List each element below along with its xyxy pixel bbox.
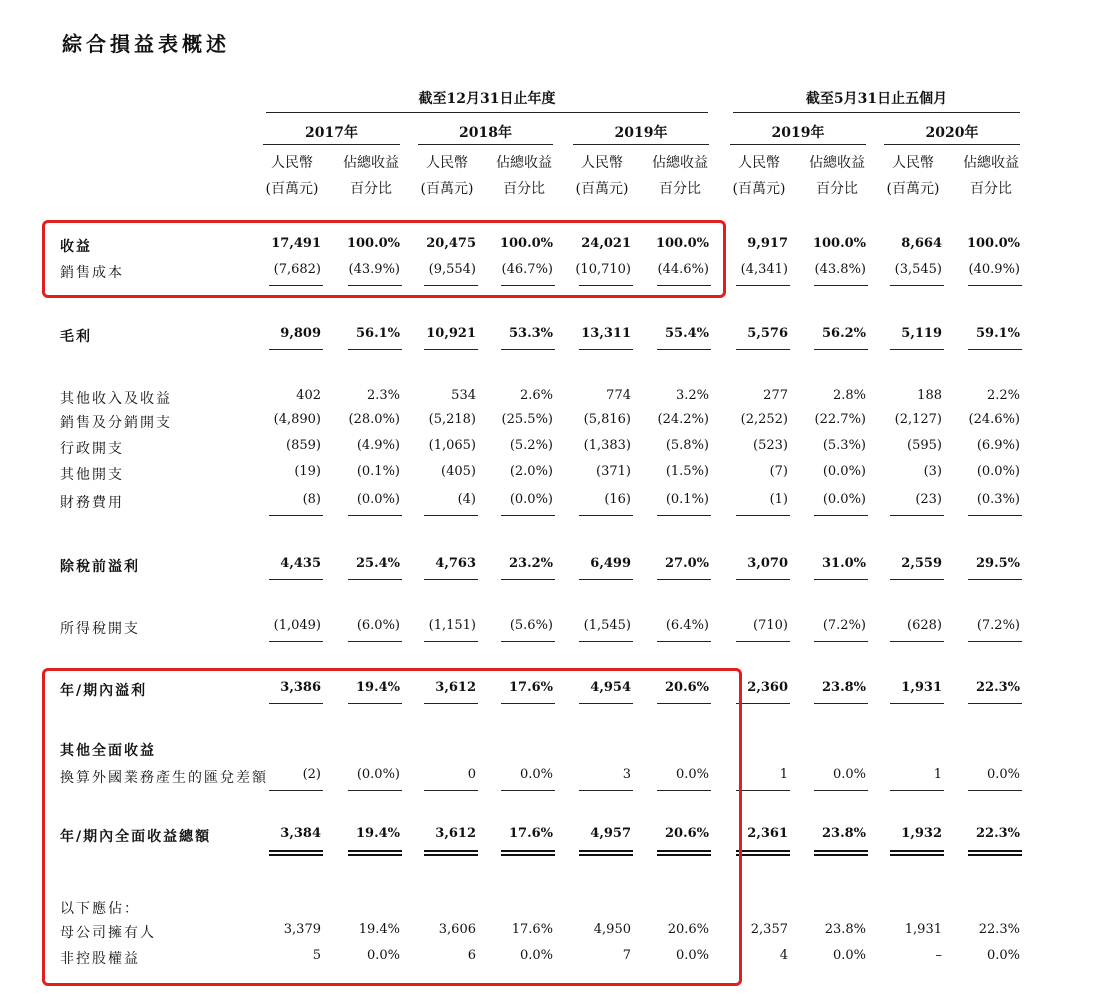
table-cell: (4,890) (273, 412, 321, 427)
table-cell: 9,809 (280, 326, 321, 341)
table-cell: 55.4% (664, 326, 709, 341)
col-head-pct: 百分比 (970, 181, 1012, 197)
table-cell: (28.0%) (348, 412, 400, 427)
table-cell: 2.6% (519, 388, 553, 403)
table-cell: (1,545) (583, 618, 631, 633)
table-cell: 1 (779, 767, 788, 782)
col-head-pct: 佔總收益 (963, 155, 1019, 171)
table-cell: (7.2%) (976, 618, 1020, 633)
table-cell: 3,379 (283, 922, 321, 937)
table-cell: 3,606 (438, 922, 476, 937)
table-cell: 0.0% (675, 767, 709, 782)
row-label: 年/期內全面收益總額 (60, 829, 212, 845)
table-cell: 7 (622, 948, 631, 963)
cell-underline (657, 349, 711, 350)
table-cell: (1,065) (428, 438, 476, 453)
table-cell: (5.3%) (822, 438, 866, 453)
table-cell: 24,021 (581, 236, 631, 251)
table-cell: 774 (606, 388, 631, 403)
table-cell: 100.0% (655, 236, 709, 251)
table-cell: 0.0% (366, 948, 400, 963)
cell-underline (579, 515, 633, 516)
table-cell: (46.7%) (501, 262, 553, 277)
cell-underline (890, 641, 944, 642)
table-cell: 2.3% (366, 388, 400, 403)
table-cell: (0.1%) (356, 464, 400, 479)
table-cell: (4.9%) (356, 438, 400, 453)
cell-underline (890, 579, 944, 580)
table-cell: 25.4% (355, 556, 400, 571)
table-cell: (8) (302, 492, 321, 507)
table-cell: (2.0%) (509, 464, 553, 479)
table-cell: 19.4% (358, 922, 400, 937)
table-cell: (595) (907, 438, 942, 453)
cell-underline (814, 515, 868, 516)
table-cell: 29.5% (975, 556, 1020, 571)
col-head-rmb: 人民幣 (738, 155, 780, 171)
table-cell: (710) (753, 618, 788, 633)
cell-underline (736, 285, 790, 286)
col-head-pct: 百分比 (503, 181, 545, 197)
cell-underline (348, 515, 402, 516)
table-cell: (2) (302, 767, 321, 782)
col-head-pct: 佔總收益 (343, 155, 399, 171)
year-rule (573, 144, 709, 145)
row-label: 毛利 (60, 329, 92, 345)
table-cell: 56.2% (821, 326, 866, 341)
table-cell: 59.1% (975, 326, 1020, 341)
table-cell: (23) (915, 492, 942, 507)
page-title: 綜合損益表概述 (62, 32, 230, 56)
cell-underline (501, 641, 555, 642)
table-cell: (7.2%) (822, 618, 866, 633)
group-header: 截至12月31日止年度 (418, 91, 556, 107)
table-cell: 5,576 (747, 326, 788, 341)
table-cell: 9,917 (747, 236, 788, 251)
table-cell: 0 (467, 767, 476, 782)
cell-underline (579, 641, 633, 642)
year-rule (730, 144, 866, 145)
cell-underline (424, 641, 478, 642)
col-head-rmb: (百萬元) (886, 181, 940, 197)
table-cell: 20.6% (667, 922, 709, 937)
cell-underline (736, 349, 790, 350)
year-header: 2018年 (459, 125, 512, 141)
table-cell: 1,932 (901, 826, 942, 841)
table-cell: 1,931 (904, 922, 942, 937)
table-cell: (5,816) (583, 412, 631, 427)
table-cell: 20.6% (664, 826, 709, 841)
cell-underline (968, 515, 1022, 516)
cell-underline (968, 641, 1022, 642)
table-cell: (44.6%) (657, 262, 709, 277)
table-cell: 3,612 (435, 826, 476, 841)
cell-underline (736, 703, 790, 704)
table-cell: 23.8% (821, 680, 866, 695)
table-cell: 3.2% (675, 388, 709, 403)
col-head-pct: 佔總收益 (496, 155, 552, 171)
table-cell: (10,710) (575, 262, 631, 277)
col-head-pct: 百分比 (816, 181, 858, 197)
row-label: 收益 (60, 239, 92, 255)
table-cell: (16) (604, 492, 631, 507)
col-head-rmb: (百萬元) (265, 181, 319, 197)
cell-underline (814, 790, 868, 791)
table-cell: 4,957 (590, 826, 631, 841)
cell-underline (579, 579, 633, 580)
table-cell: – (935, 948, 942, 963)
cell-underline (348, 579, 402, 580)
table-cell: (4,341) (740, 262, 788, 277)
table-cell: 4 (779, 948, 788, 963)
table-cell: (7,682) (273, 262, 321, 277)
table-cell: 10,921 (426, 326, 476, 341)
table-cell: (6.4%) (665, 618, 709, 633)
table-cell: 13,311 (581, 326, 631, 341)
year-header: 2017年 (305, 125, 358, 141)
table-cell: 2,361 (747, 826, 788, 841)
table-cell: (9,554) (428, 262, 476, 277)
table-cell: (1,383) (583, 438, 631, 453)
cell-double-underline (814, 850, 868, 856)
table-cell: 23.8% (821, 826, 866, 841)
table-cell: (628) (907, 618, 942, 633)
table-cell: 3,384 (280, 826, 321, 841)
cell-underline (890, 349, 944, 350)
col-head-rmb: (百萬元) (732, 181, 786, 197)
table-cell: 20,475 (426, 236, 476, 251)
table-cell: 6,499 (590, 556, 631, 571)
cell-underline (968, 579, 1022, 580)
table-cell: 17.6% (508, 826, 553, 841)
table-cell: (25.5%) (501, 412, 553, 427)
cell-underline (657, 579, 711, 580)
table-cell: 3,386 (280, 680, 321, 695)
table-cell: (0.1%) (665, 492, 709, 507)
table-cell: (0.0%) (356, 492, 400, 507)
cell-underline (736, 790, 790, 791)
row-label: 非控股權益 (60, 951, 140, 967)
table-cell: (2,252) (740, 412, 788, 427)
table-cell: 277 (763, 388, 788, 403)
cell-underline (269, 349, 323, 350)
table-cell: 0.0% (986, 948, 1020, 963)
row-label: 其他收入及收益 (60, 391, 172, 407)
col-head-rmb: 人民幣 (892, 155, 934, 171)
table-cell: (1,049) (273, 618, 321, 633)
table-cell: 19.4% (355, 826, 400, 841)
table-cell: (24.2%) (657, 412, 709, 427)
cell-underline (579, 349, 633, 350)
table-cell: (5.8%) (665, 438, 709, 453)
table-cell: (405) (441, 464, 476, 479)
cell-underline (814, 349, 868, 350)
table-cell: 0.0% (832, 767, 866, 782)
col-head-pct: 百分比 (659, 181, 701, 197)
col-head-pct: 佔總收益 (652, 155, 708, 171)
year-rule (263, 144, 400, 145)
table-cell: 31.0% (821, 556, 866, 571)
cell-underline (814, 703, 868, 704)
table-cell: 23.8% (824, 922, 866, 937)
table-cell: 56.1% (355, 326, 400, 341)
row-label: 銷售及分銷開支 (60, 415, 172, 431)
table-cell: 19.4% (355, 680, 400, 695)
cell-underline (424, 579, 478, 580)
table-cell: 8,664 (901, 236, 942, 251)
cell-underline (736, 641, 790, 642)
col-head-rmb: (百萬元) (575, 181, 629, 197)
cell-underline (269, 515, 323, 516)
table-cell: 27.0% (664, 556, 709, 571)
table-cell: (4) (457, 492, 476, 507)
table-cell: 4,950 (593, 922, 631, 937)
table-cell: 2.8% (832, 388, 866, 403)
year-header: 2020年 (925, 125, 979, 141)
table-cell: 23.2% (508, 556, 553, 571)
row-label: 以下應佔： (60, 901, 140, 917)
highlight-box-revenue (42, 220, 726, 298)
table-cell: 5,119 (901, 326, 942, 341)
table-cell: 0.0% (519, 948, 553, 963)
cell-underline (424, 349, 478, 350)
group-rule (266, 112, 708, 113)
cell-underline (269, 579, 323, 580)
table-cell: (0.3%) (976, 492, 1020, 507)
table-cell: 0.0% (519, 767, 553, 782)
cell-underline (968, 790, 1022, 791)
cell-underline (501, 579, 555, 580)
year-header: 2019年 (771, 125, 825, 141)
table-cell: 2,559 (901, 556, 942, 571)
table-cell: 0.0% (832, 948, 866, 963)
year-rule (884, 144, 1020, 145)
table-cell: (5.6%) (509, 618, 553, 633)
cell-underline (736, 515, 790, 516)
table-cell: 17.6% (508, 680, 553, 695)
table-cell: 53.3% (508, 326, 553, 341)
table-cell: 20.6% (664, 680, 709, 695)
table-cell: (19) (294, 464, 321, 479)
table-cell: 3,070 (747, 556, 788, 571)
table-cell: (40.9%) (968, 262, 1020, 277)
cell-underline (890, 703, 944, 704)
row-label: 所得稅開支 (60, 621, 140, 637)
col-head-rmb: 人民幣 (581, 155, 623, 171)
table-cell: (3) (923, 464, 942, 479)
table-cell: 0.0% (675, 948, 709, 963)
row-label: 財務費用 (60, 495, 124, 511)
table-cell: 100.0% (966, 236, 1020, 251)
table-cell: 2,360 (747, 680, 788, 695)
group-header: 截至5月31日止五個月 (805, 91, 948, 107)
cell-double-underline (736, 850, 790, 856)
table-cell: (22.7%) (814, 412, 866, 427)
row-label: 其他開支 (60, 467, 124, 483)
year-rule (418, 144, 553, 145)
table-cell: (0.0%) (822, 492, 866, 507)
row-label: 換算外國業務產生的匯兌差額 (60, 770, 268, 786)
group-rule (733, 112, 1020, 113)
table-cell: 534 (451, 388, 476, 403)
table-cell: (1,151) (428, 618, 476, 633)
row-label: 銷售成本 (60, 265, 124, 281)
cell-underline (269, 641, 323, 642)
table-cell: 1 (933, 767, 942, 782)
table-cell: 6 (467, 948, 476, 963)
cell-double-underline (890, 850, 944, 856)
cell-underline (814, 579, 868, 580)
table-cell: (7) (769, 464, 788, 479)
col-head-rmb: (百萬元) (420, 181, 474, 197)
row-label: 除稅前溢利 (60, 559, 140, 575)
cell-underline (968, 703, 1022, 704)
table-cell: 4,954 (590, 680, 631, 695)
table-cell: 100.0% (499, 236, 553, 251)
table-cell: (0.0%) (356, 767, 400, 782)
table-cell: 4,435 (280, 556, 321, 571)
cell-underline (424, 515, 478, 516)
cell-underline (501, 515, 555, 516)
table-cell: (24.6%) (968, 412, 1020, 427)
table-cell: (3,545) (894, 262, 942, 277)
table-cell: 22.3% (975, 680, 1020, 695)
year-header: 2019年 (614, 125, 668, 141)
table-cell: (6.9%) (976, 438, 1020, 453)
table-cell: 4,763 (435, 556, 476, 571)
cell-underline (890, 790, 944, 791)
table-cell: (0.0%) (822, 464, 866, 479)
cell-underline (890, 285, 944, 286)
table-cell: (2,127) (894, 412, 942, 427)
cell-double-underline (968, 850, 1022, 856)
cell-underline (348, 641, 402, 642)
table-cell: (43.9%) (348, 262, 400, 277)
table-cell: 17.6% (511, 922, 553, 937)
table-cell: (0.0%) (509, 492, 553, 507)
cell-underline (736, 579, 790, 580)
cell-underline (657, 641, 711, 642)
table-cell: 402 (296, 388, 321, 403)
row-label: 年/期內溢利 (60, 683, 148, 699)
cell-underline (968, 349, 1022, 350)
table-cell: 3 (622, 767, 631, 782)
table-cell: 22.3% (975, 826, 1020, 841)
table-cell: (6.0%) (356, 618, 400, 633)
table-cell: 1,931 (901, 680, 942, 695)
col-head-pct: 佔總收益 (809, 155, 865, 171)
col-head-pct: 百分比 (350, 181, 392, 197)
cell-underline (657, 515, 711, 516)
cell-underline (348, 349, 402, 350)
cell-underline (814, 641, 868, 642)
table-cell: 3,612 (435, 680, 476, 695)
table-cell: (1) (769, 492, 788, 507)
table-cell: 100.0% (346, 236, 400, 251)
table-cell: 2,357 (750, 922, 788, 937)
cell-underline (890, 515, 944, 516)
table-cell: (5,218) (428, 412, 476, 427)
row-label: 其他全面收益 (60, 743, 156, 759)
col-head-rmb: 人民幣 (271, 155, 313, 171)
table-cell: (43.8%) (814, 262, 866, 277)
row-label: 母公司擁有人 (60, 925, 156, 941)
table-cell: (1.5%) (665, 464, 709, 479)
table-cell: 22.3% (978, 922, 1020, 937)
col-head-rmb: 人民幣 (426, 155, 468, 171)
table-cell: (0.0%) (976, 464, 1020, 479)
table-cell: 5 (312, 948, 321, 963)
table-cell: (859) (286, 438, 321, 453)
table-cell: 188 (917, 388, 942, 403)
table-cell: (523) (753, 438, 788, 453)
table-cell: 2.2% (986, 388, 1020, 403)
table-cell: 100.0% (812, 236, 866, 251)
table-cell: 0.0% (986, 767, 1020, 782)
cell-underline (814, 285, 868, 286)
table-cell: (371) (596, 464, 631, 479)
table-cell: (5.2%) (509, 438, 553, 453)
cell-underline (968, 285, 1022, 286)
highlight-box-profit (42, 668, 742, 986)
table-cell: 17,491 (271, 236, 321, 251)
row-label: 行政開支 (60, 441, 124, 457)
cell-underline (501, 349, 555, 350)
